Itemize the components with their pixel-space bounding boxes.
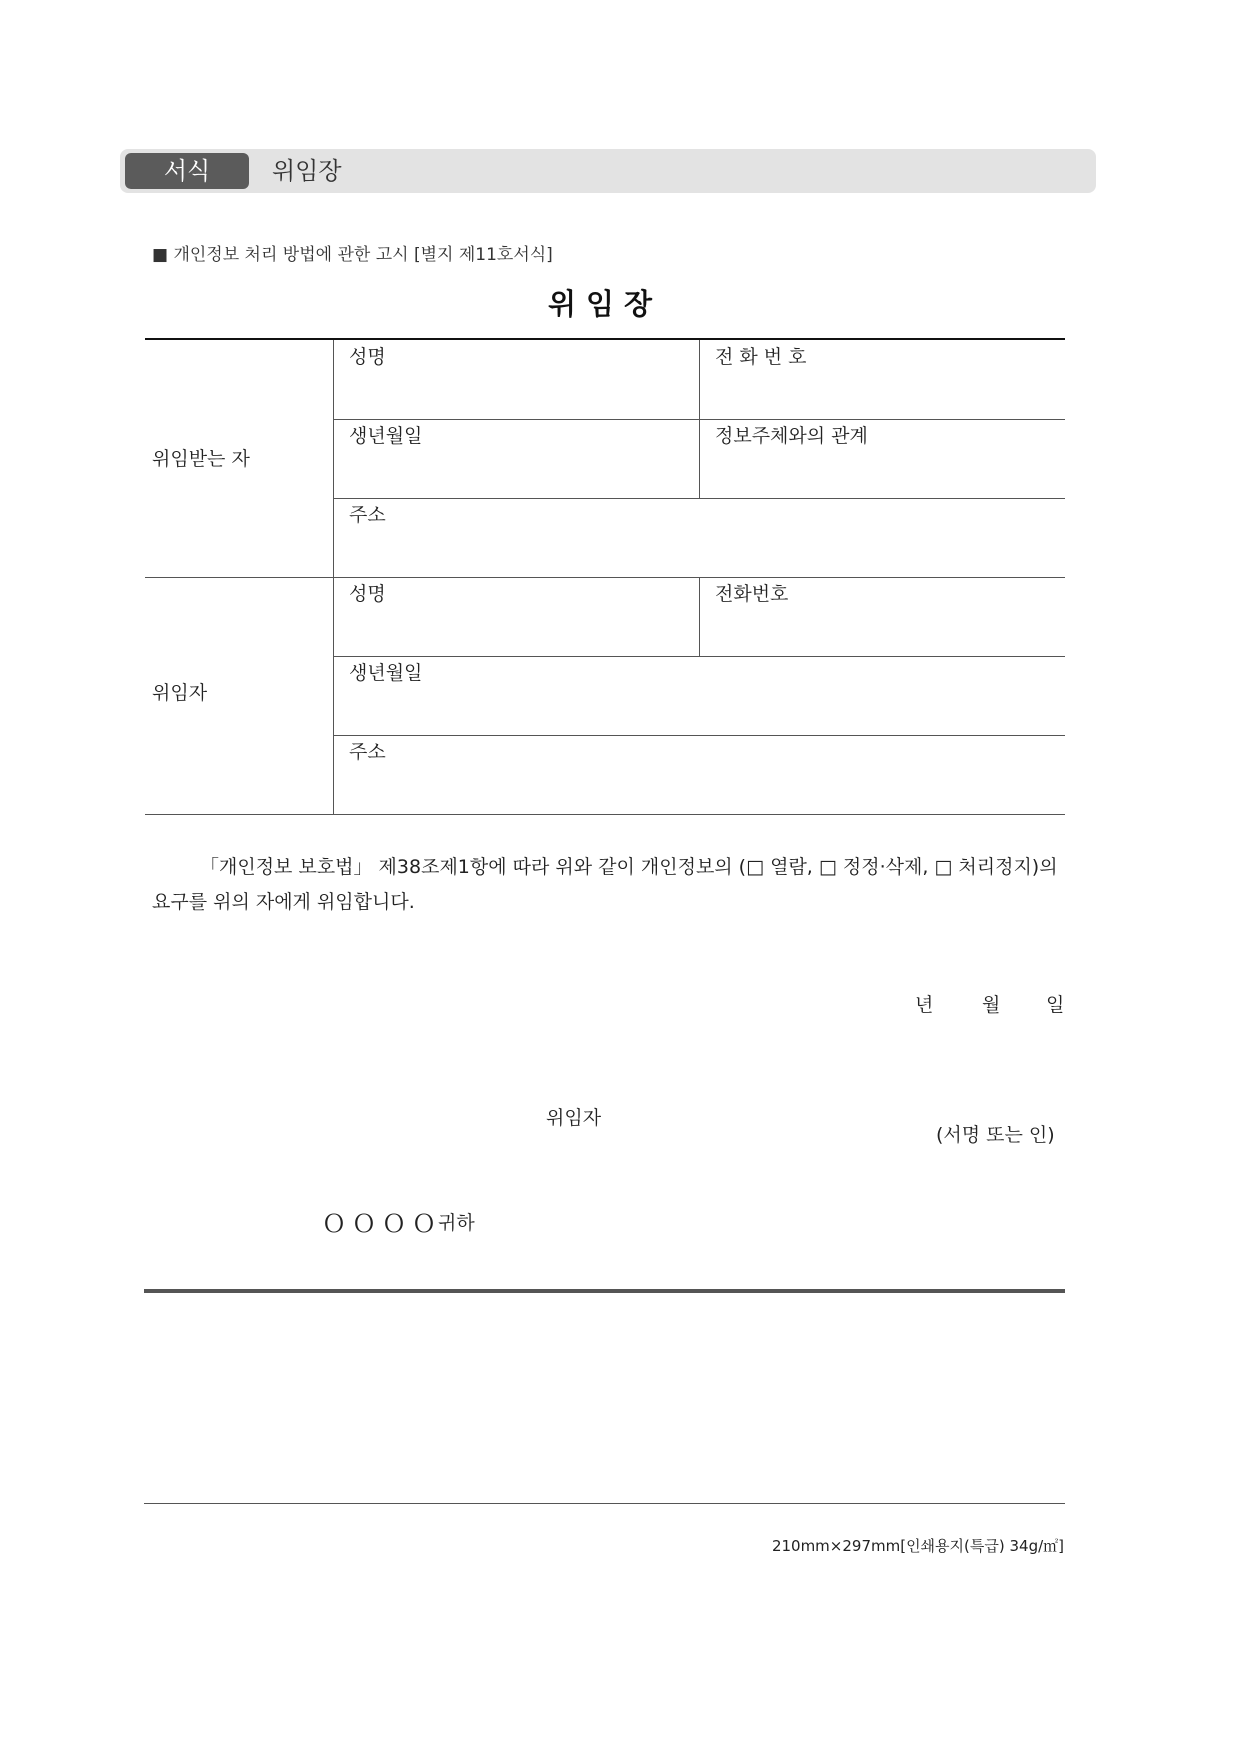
delegation-statement [152,850,1064,920]
delegator-phone-label: 전화번호 [715,583,789,605]
delegator-birth-label: 생년월일 [349,662,423,684]
bottom-divider [144,1289,1065,1293]
date-day-label: 일 [1046,994,1065,1016]
delegatee-address-field[interactable] [333,498,1065,577]
delegatee-birth-field[interactable] [333,419,699,498]
delegator-birth-field[interactable] [333,656,1065,735]
statement-line-2: 요구를 위의 자에게 위임합니다. [152,891,415,913]
form-reference: ■ 개인정보 처리 방법에 관한 고시 [별지 제11호서식] [152,245,553,265]
delegatee-birth-label: 생년월일 [349,425,423,447]
delegatee-relation-field[interactable] [699,419,1065,498]
signature-note[interactable]: (서명 또는 인) [936,1124,1055,1146]
date-month-label: 월 [982,994,1001,1016]
statement-line-1: 「개인정보 보호법」 제38조제1항에 따라 위와 같이 개인정보의 (□ 열람, □ 정정·삭제, □ 처리정지)의 [200,856,1058,878]
recipient-placeholder[interactable]: ＯＯＯＯ [322,1210,442,1238]
delegatee-name-field[interactable] [333,340,699,419]
section-title: 위임장 [272,157,342,185]
delegator-section-label: 위임자 [152,682,208,704]
delegatee-phone-label: 전 화 번 호 [715,346,807,368]
delegator-name-label: 성명 [349,583,386,605]
signer-label: 위임자 [546,1107,602,1129]
delegator-address-label: 주소 [349,741,386,763]
delegatee-phone-field[interactable] [699,340,1065,419]
section-header-bar [120,149,1096,193]
delegatee-section-label: 위임받는 자 [152,448,250,470]
date-year-label: 년 [915,994,934,1016]
delegatee-relation-label: 정보주체와의 관계 [715,425,868,447]
delegation-form-table [145,338,1065,815]
delegator-phone-field[interactable] [699,577,1065,656]
delegator-name-field[interactable] [333,577,699,656]
footer-divider [144,1503,1065,1504]
recipient-suffix: 귀하 [438,1212,475,1234]
document-title: 위임장 [547,287,663,321]
delegatee-address-label: 주소 [349,504,386,526]
delegatee-name-label: 성명 [349,346,386,368]
delegator-address-field[interactable] [333,735,1065,814]
section-tag: 서식 [125,153,249,189]
paper-spec: 210mm×297mm[인쇄용지(특급) 34g/㎡] [771,1537,1064,1555]
